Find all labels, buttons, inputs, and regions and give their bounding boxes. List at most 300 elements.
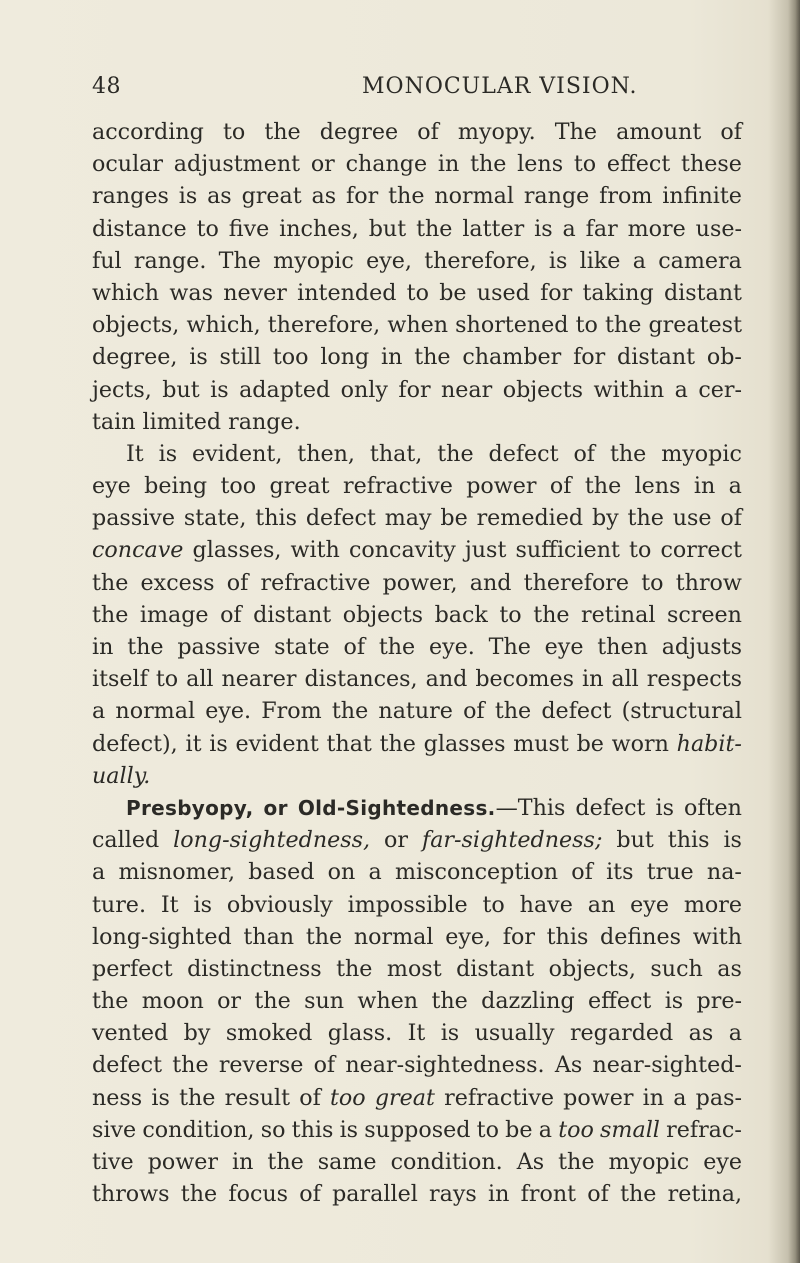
word: with [290,537,340,564]
word: to [573,151,597,178]
word: in [437,151,460,178]
word: range. [228,408,301,435]
word: eye, [366,247,412,274]
word: misnomer, [118,859,236,886]
word: of [720,505,742,532]
word: From [261,698,322,725]
word: its [606,859,634,886]
word: an [587,891,616,918]
word: and [425,666,468,693]
word: of [313,1052,336,1079]
word: evident [235,730,319,757]
word: objects, [92,312,180,339]
word: far [585,215,618,242]
word: normal [115,698,196,725]
word: such [650,955,703,982]
word: eye [630,891,669,918]
word: to [155,666,179,693]
word: perfect [92,955,173,982]
word: distant [456,955,535,982]
word: effect [606,151,671,178]
word: evident, [192,440,283,467]
word: is [193,891,212,918]
word: range. [133,247,207,274]
word: the [388,183,425,210]
word: The [488,634,531,660]
word: the [416,215,453,242]
word: ness [92,1084,143,1111]
word: called [92,827,160,854]
word: the [379,730,416,757]
word: of [720,119,742,145]
word: great [269,473,330,500]
text-line [92,1146,742,1178]
word: of [587,1181,609,1208]
word: so [260,1116,286,1143]
word: just [464,537,507,564]
word: the [431,988,468,1015]
word: refractive [260,569,371,596]
word: the [254,988,291,1015]
text-line [92,856,742,888]
word: near-sightedness. [345,1052,545,1079]
word: a [673,1084,687,1111]
word: objects [502,376,584,403]
word: a [728,473,742,500]
word: throws [92,1181,170,1208]
word: is [664,988,684,1015]
page-number: 48 [92,74,121,99]
word: never [223,279,287,306]
word: in [232,1149,254,1175]
word: the [470,151,507,178]
text-line [92,502,742,534]
word: glass. [327,1020,393,1047]
word: correct [660,537,742,564]
text-line [92,728,742,760]
word: of [226,569,249,596]
word: dazzling [481,988,575,1015]
text-line [92,213,742,245]
word: therefore, [267,312,381,339]
word: degree [319,119,399,145]
word: to [482,891,505,918]
word: eye [703,1149,742,1175]
word: ture. [92,891,146,918]
text-line [92,374,742,406]
text-line [92,663,742,695]
word: the [414,344,451,371]
word: remedied [476,505,584,532]
text-line [92,406,742,438]
word: for [573,344,606,371]
word: misconception [395,859,559,886]
text-line [92,309,742,341]
word: ful [92,247,122,274]
page-edge-shadow [788,0,800,1263]
word: is [209,730,228,757]
word: retinal [581,601,656,628]
word: infinite [662,183,742,210]
text-line [92,534,742,566]
text-line [92,824,742,856]
word: is [548,247,568,274]
text-line [92,438,742,470]
word: and [469,569,512,596]
word: the [558,1149,595,1175]
word: by [591,505,619,532]
word: to [476,1116,499,1143]
word: five [228,215,270,242]
word: a [674,376,688,403]
word: vented [92,1020,169,1047]
word: this [667,827,710,854]
word: for [502,923,535,950]
word: but [368,215,407,242]
word: objects, [548,955,636,982]
word: is [189,344,208,371]
word: reverse [218,1052,304,1079]
word: eye, [445,923,492,950]
word: pas- [695,1084,742,1111]
word: is [158,440,178,467]
word: the [437,440,474,467]
word: a [368,859,382,886]
word: of [417,119,439,145]
word: throw [675,569,742,596]
word: the [609,440,647,467]
word: range [523,183,590,210]
word: is [440,1020,460,1047]
word: intended [297,279,397,306]
word: state [274,634,330,660]
word: to [222,119,246,145]
word: It [126,440,144,467]
word: refrac- [666,1116,742,1143]
word: supposed [364,1116,471,1143]
text-line [92,792,742,824]
word: the [92,601,129,628]
word: but [616,827,654,854]
word: smoked [225,1020,313,1047]
word: a [728,1020,742,1047]
word: this [255,505,297,532]
word: than [243,923,295,950]
word: inches, [279,215,359,242]
word: long [320,344,370,371]
word: screen [666,601,742,628]
word: the [305,923,343,950]
word: these [681,151,742,178]
word: as [688,1020,714,1047]
word: eye [92,473,131,500]
word: small [600,1116,660,1143]
word: most [386,955,442,982]
word: be [576,730,604,757]
word: defect [575,794,646,821]
word: lens [517,151,564,178]
word: is [210,376,229,403]
text-line [92,1114,742,1146]
text-line [92,470,742,502]
word: (structural [621,698,742,725]
word: sun [304,988,345,1015]
word: be [439,279,467,306]
word: for [346,183,379,210]
word: As [554,1052,583,1079]
text-line [92,760,742,792]
word: passive [92,505,175,532]
word: the [267,1149,304,1175]
word: a [632,247,646,274]
word: far-sightedness; [421,827,603,854]
word: that [326,730,372,757]
word: excess [140,569,215,596]
word: this [546,923,589,950]
word: as [717,955,742,982]
word: it [185,730,202,757]
word: of [299,1181,321,1208]
word: ually. [92,762,151,789]
word: to [629,537,652,564]
word: defect [541,698,612,725]
word: or [263,795,288,820]
word: The [554,119,598,145]
word: tain [92,408,136,435]
word: too [220,473,257,500]
word: distances, [304,666,418,693]
word: power, [382,569,458,596]
word: Old-Sightedness.—This [297,794,566,821]
word: ranges [92,183,169,210]
word: greatest [648,312,742,339]
word: which [92,279,160,306]
word: distinctness [187,955,322,982]
word: ob- [706,344,742,371]
word: be [505,1116,533,1143]
text-line [92,631,742,663]
word: a [562,215,576,242]
word: according [92,119,204,145]
word: when [387,312,449,339]
word: myopy. [457,119,536,145]
text-line [92,953,742,985]
word: degree, [92,344,178,371]
word: the [336,955,373,982]
word: sive [92,1116,137,1143]
text-line [92,277,742,309]
word: too [329,1084,366,1111]
word: near [441,376,493,403]
body-text [92,116,742,1210]
word: of [343,634,366,660]
word: ocular [92,151,164,178]
word: tive [92,1149,134,1175]
word: the [533,601,570,628]
word: distant [663,279,742,306]
word: nearer [221,666,297,693]
word: taking [582,279,654,306]
word: Presbyopy, [126,795,254,820]
word: near-sighted- [592,1052,742,1079]
word: as [311,183,337,210]
word: within [593,376,665,403]
word: the [264,119,301,145]
word: is [151,1084,170,1111]
text-line [92,148,742,180]
word: adjustment [173,151,301,178]
word: the [92,569,129,596]
word: this [291,1116,334,1143]
word: condition, [142,1116,255,1143]
word: refractive [342,473,453,500]
word: as [207,183,232,210]
word: shortened [455,312,569,339]
word: defect [305,505,376,532]
word: all [186,666,214,693]
word: the [494,698,532,725]
word: eye. [428,634,475,660]
word: glasses [423,730,506,757]
word: being [144,473,208,500]
word: long-sighted [92,923,232,950]
word: too [558,1116,594,1143]
word: power [147,1149,218,1175]
text-line [92,695,742,727]
word: the [627,505,664,532]
word: to [575,312,598,339]
word: distance [92,215,187,242]
word: adapted [239,376,331,403]
word: that, [369,440,423,467]
word: the [605,312,642,339]
word: be [440,505,468,532]
word: usually [474,1020,555,1047]
word: in [693,473,716,500]
word: camera [658,247,742,274]
word: long-sightedness, [173,827,371,854]
word: front [520,1181,577,1208]
word: the [620,1181,657,1208]
word: of [571,859,593,886]
word: state, [183,505,247,532]
word: pre- [696,988,742,1015]
text-line [92,889,742,921]
word: or [384,827,409,854]
word: used [476,279,530,306]
word: the [331,698,369,725]
word: is [339,1116,359,1143]
word: As [516,1149,545,1175]
word: the [584,473,622,500]
word: change [345,151,428,178]
text-line [92,1178,742,1210]
word: but [162,376,200,403]
word: condition. [390,1149,503,1175]
word: may [384,505,432,532]
running-head [92,70,712,104]
text-line [92,985,742,1017]
word: in [488,1181,510,1208]
word: effect [587,988,652,1015]
word: a [92,859,106,886]
word: myopic [273,247,354,274]
word: of [463,698,485,725]
word: habit- [676,730,742,757]
word: result [224,1084,291,1111]
word: glasses, [192,537,282,564]
word: the [179,1084,216,1111]
word: impossible [347,891,468,918]
word: the [127,634,164,660]
word: for [398,376,431,403]
word: true [646,859,694,886]
word: It [407,1020,426,1047]
word: to [499,601,522,628]
word: concave [92,537,184,564]
word: jects, [92,376,152,403]
word: the [92,988,129,1015]
word: have [519,891,573,918]
word: great [241,183,302,210]
word: with [692,923,742,950]
word: more [627,215,686,242]
word: is [655,794,674,821]
word: same [317,1149,377,1175]
word: when [357,988,419,1015]
word: therefore, [424,247,537,274]
word: like [579,247,621,274]
word: from [599,183,653,210]
word: eye. [205,698,252,725]
word: lens [634,473,681,500]
word: back [434,601,488,628]
word: was [169,279,213,306]
word: to [406,279,429,306]
word: passive [177,634,261,660]
word: use [672,505,712,532]
word: in [381,344,403,371]
word: of [220,601,242,628]
word: obviously [226,891,333,918]
word: retina, [667,1181,742,1208]
word: image [139,601,209,628]
word: respects [646,666,742,693]
word: latter [462,215,525,242]
text-line [92,599,742,631]
word: distant [253,601,332,628]
text-line [92,1082,742,1114]
word: the [172,1052,209,1079]
word: chamber [462,344,562,371]
word: defect), [92,730,178,757]
word: worn [611,730,669,757]
word: for [540,279,573,306]
word: defect [488,440,559,467]
word: more [683,891,742,918]
word: on [327,859,356,886]
word: refractive [444,1084,554,1111]
word: regarded [569,1020,674,1047]
word: therefore [523,569,630,596]
word: or [310,151,335,178]
word: still [219,344,262,371]
text-line [92,116,742,148]
word: sufficient [515,537,620,564]
word: parallel [332,1181,418,1208]
word: myopic [661,440,742,467]
text-line [92,567,742,599]
